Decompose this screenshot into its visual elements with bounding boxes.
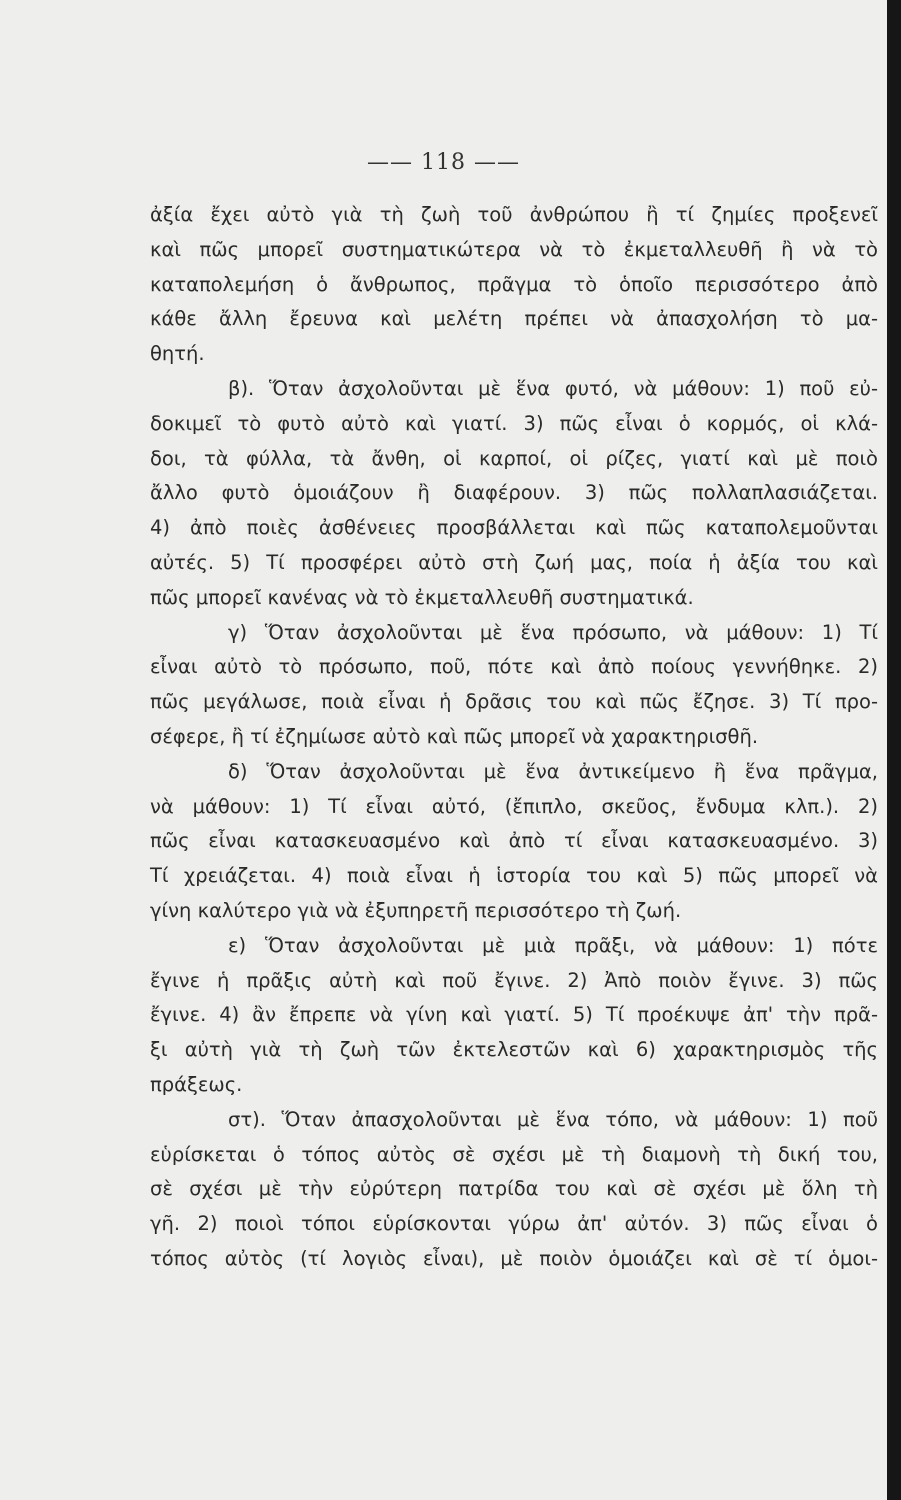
text-line: ἔγινε. 4) ἂν ἔπρεπε νὰ γίνη καὶ γιατί. 5) Τί προέκυψε ἀπ' τὴν πρᾶ- (150, 1003, 878, 1027)
text-line: κάθε ἄλλη ἔρευνα καὶ μελέτη πρέπει νὰ ἀπασχολήση τὸ μα- (150, 307, 878, 331)
text-line: ε) Ὅταν ἀσχολοῦνται μὲ μιὰ πρᾶξι, νὰ μάθουν: 1) πότε (228, 933, 878, 957)
text-line: πῶς εἶναι κατασκευασμένο καὶ ἀπὸ τί εἶναι κατασκευασμένο. 3) (150, 829, 878, 853)
text-line: ἄλλο φυτὸ ὁμοιάζουν ἢ διαφέρουν. 3) πῶς πολλαπλασιάζεται. (150, 481, 878, 505)
scan-dark-edge (887, 0, 901, 1500)
text-line: πῶς μπορεῖ κανένας νὰ τὸ ἐκμεταλλευθῆ συστηματικά. (150, 585, 694, 609)
text-line: νὰ μάθουν: 1) Τί εἶναι αὐτό, (ἔπιπλο, σκεῦος, ἔνδυμα κλπ.). 2) (150, 794, 878, 818)
text-line: 4) ἀπὸ ποιὲς ἀσθένειες προσβάλλεται καὶ πῶς καταπολεμοῦνται (150, 516, 878, 540)
text-line: δ) Ὅταν ἀσχολοῦνται μὲ ἕνα ἀντικείμενο ἢ ἕνα πρᾶγμα, (228, 759, 878, 783)
text-line: στ). Ὅταν ἀπασχολοῦνται μὲ ἕνα τόπο, νὰ μάθουν: 1) ποῦ (228, 1107, 878, 1131)
text-line: δοκιμεῖ τὸ φυτὸ αὐτὸ καὶ γιατί. 3) πῶς εἶναι ὁ κορμός, οἱ κλά- (150, 411, 878, 435)
text-line: γίνη καλύτερο γιὰ νὰ ἐξυπηρετῆ περισσότερο τὴ ζωή. (150, 898, 682, 922)
text-line: γῆ. 2) ποιοὶ τόποι εὑρίσκονται γύρω ἀπ' αὐτόν. 3) πῶς εἶναι ὁ (150, 1212, 878, 1236)
text-line: β). Ὅταν ἀσχολοῦνται μὲ ἕνα φυτό, νὰ μάθουν: 1) ποῦ εὐ- (228, 376, 878, 400)
page-number: —— 118 —— (367, 150, 520, 175)
text-line: καταπολεμήση ὁ ἄνθρωπος, πρᾶγμα τὸ ὁποῖο περισσότερο ἀπὸ (150, 272, 878, 296)
text-line: αὐτές. 5) Τί προσφέρει αὐτὸ στὴ ζωή μας, ποία ἡ ἀξία του καὶ (150, 550, 878, 574)
text-line: ἔγινε ἡ πρᾶξις αὐτὴ καὶ ποῦ ἔγινε. 2) Ἀπὸ ποιὸν ἔγινε. 3) πῶς (150, 968, 878, 992)
text-line: σὲ σχέσι μὲ τὴν εὐρύτερη πατρίδα του καὶ σὲ σχέσι μὲ ὅλη τὴ (150, 1177, 878, 1201)
text-line: γ) Ὅταν ἀσχολοῦνται μὲ ἕνα πρόσωπο, νὰ μάθουν: 1) Τί (228, 620, 878, 644)
text-line: ξι αὐτὴ γιὰ τὴ ζωὴ τῶν ἐκτελεστῶν καὶ 6) χαρακτηρισμὸς τῆς (150, 1038, 878, 1062)
text-line: σέφερε, ἢ τί ἐζημίωσε αὐτὸ καὶ πῶς μπορεῖ νὰ χαρακτηρισθῆ. (150, 724, 759, 748)
text-line: θητή. (150, 342, 205, 366)
text-line: ἀξία ἔχει αὐτὸ γιὰ τὴ ζωὴ τοῦ ἀνθρώπου ἢ τί ζημίες προξενεῖ (150, 203, 878, 226)
body-text (150, 198, 878, 1277)
text-line: καὶ πῶς μπορεῖ συστηματικώτερα νὰ τὸ ἐκμεταλλευθῆ ἢ νὰ τὸ (150, 237, 878, 261)
text-line: εἶναι αὐτὸ τὸ πρόσωπο, ποῦ, πότε καὶ ἀπὸ ποίους γεννήθηκε. 2) (150, 655, 878, 679)
text-line: εὑρίσκεται ὁ τόπος αὐτὸς σὲ σχέσι μὲ τὴ διαμονὴ τὴ δική του, (150, 1142, 878, 1166)
text-line: Τί χρειάζεται. 4) ποιὰ εἶναι ἡ ἱστορία του καὶ 5) πῶς μπορεῖ νὰ (150, 864, 878, 888)
text-line: τόπος αὐτὸς (τί λογιὸς εἶναι), μὲ ποιὸν ὁμοιάζει καὶ σὲ τί ὁμοι- (150, 1246, 878, 1270)
text-line: πῶς μεγάλωσε, ποιὰ εἶναι ἡ δρᾶσις του καὶ πῶς ἔζησε. 3) Τί προ- (150, 690, 878, 714)
text-line: δοι, τὰ φύλλα, τὰ ἄνθη, οἱ καρποί, οἱ ρίζες, γιατί καὶ μὲ ποιὸ (150, 446, 878, 470)
text-line: πράξεως. (150, 1072, 243, 1096)
